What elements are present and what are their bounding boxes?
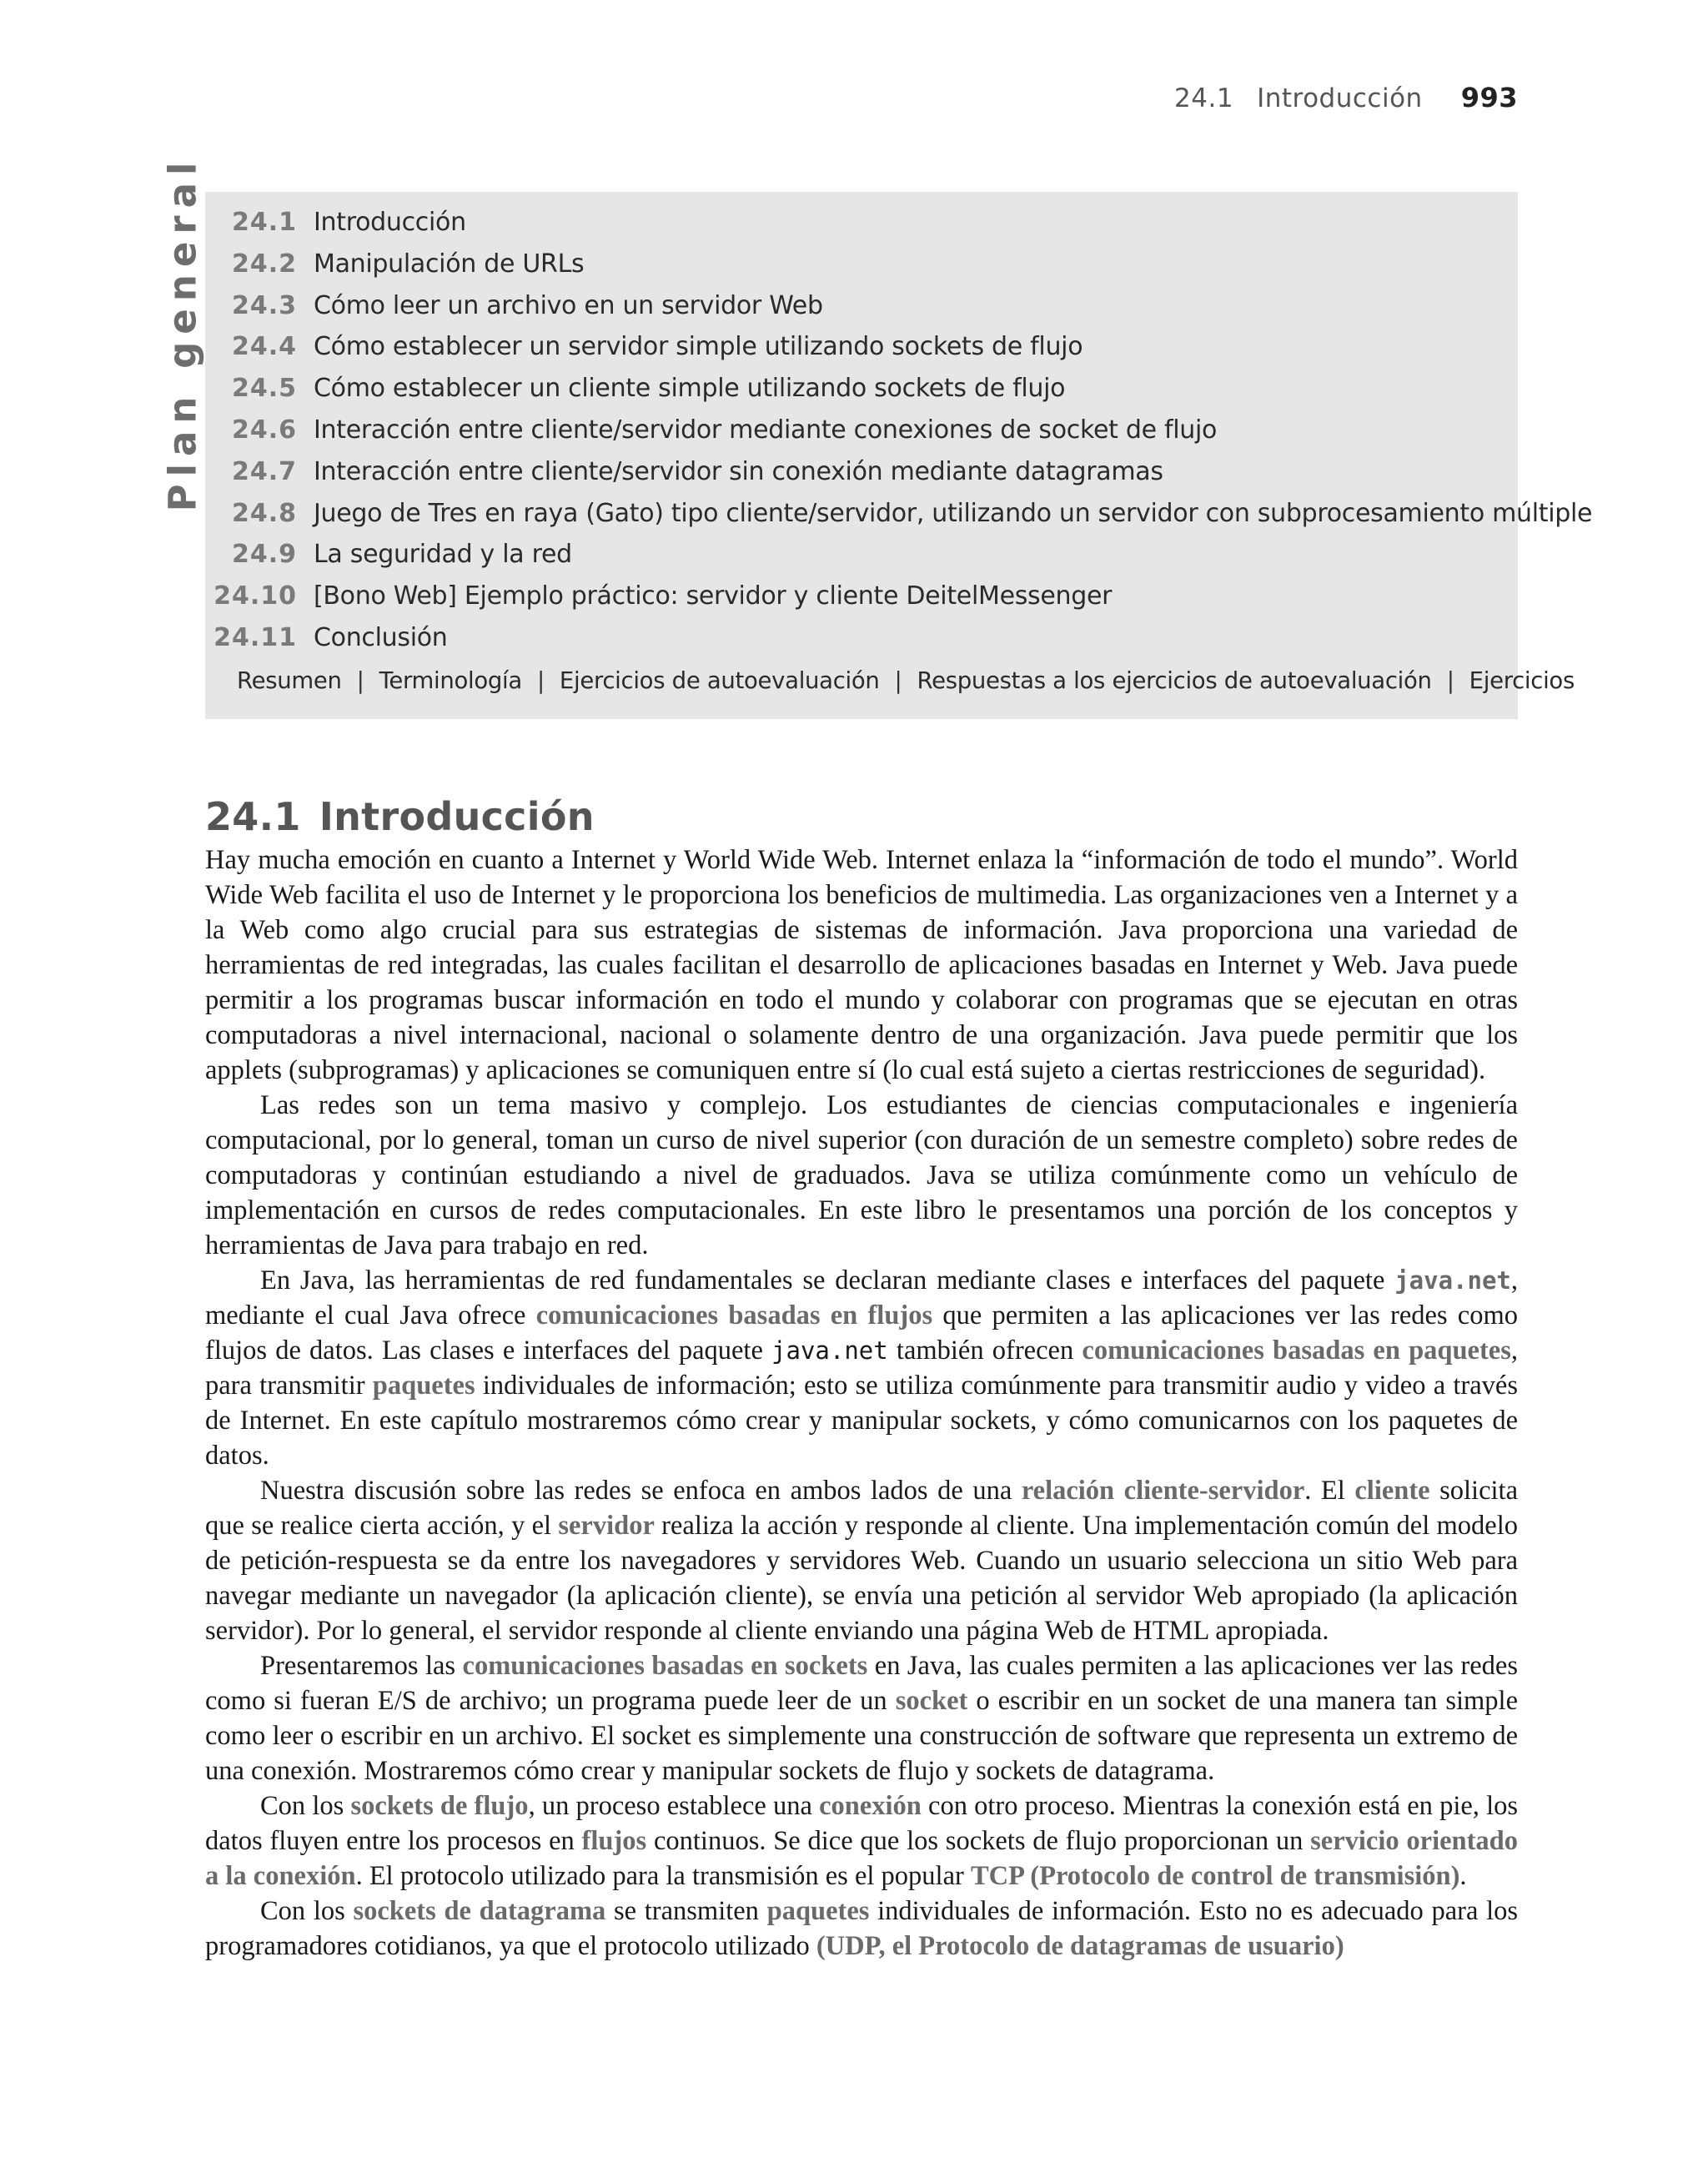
paragraph bbox=[205, 1473, 1518, 1648]
key-term: servicio orientado a la conexión bbox=[205, 1826, 1519, 1891]
key-term: servidor bbox=[558, 1511, 655, 1541]
key-term: flujos bbox=[581, 1826, 647, 1856]
paragraph bbox=[205, 843, 1518, 1088]
text-run: Las redes son un tema masivo y complejo. Los estudiantes de ciencias computacionales e ingeniería computacional, por lo general, toman un curso de nivel superior (con duración de un semestre completo) sobre redes de computadoras y continúan estudiando a nivel de graduados. Java se utiliza comúnmente como un vehículo de implementación en cursos de redes computacionales. En este libro le presentamos una porción de los conceptos y herramientas de Java para trabajo en red. bbox=[205, 1090, 1518, 1260]
text-run: Con los bbox=[260, 1791, 351, 1821]
text-run: que permiten a las aplicaciones ver las redes como flujos de datos. Las clases e interfaces del paquete bbox=[205, 1300, 1518, 1366]
key-term: comunicaciones basadas en flujos bbox=[535, 1300, 933, 1330]
outline-footer-item: Ejercicios bbox=[1469, 666, 1575, 694]
page-number: 993 bbox=[1460, 82, 1518, 113]
outline-item-number: 24.3 bbox=[231, 290, 297, 320]
text-run: Con los bbox=[260, 1896, 354, 1926]
outline-item bbox=[205, 617, 1518, 659]
outline-item bbox=[205, 493, 1593, 535]
outline-item-title: Conclusión bbox=[314, 622, 448, 652]
chapter-outline bbox=[205, 192, 1593, 719]
outline-item bbox=[205, 202, 1518, 244]
section-number: 24.1 bbox=[205, 794, 301, 839]
text-run: individuales de información. Esto no es adecuado para los programadores cotidianos, ya que el protocolo utilizado bbox=[205, 1896, 1518, 1961]
header-section-number: 24.1 bbox=[1174, 83, 1234, 113]
outline-footer-separator: | bbox=[894, 666, 902, 694]
outline-item-number: 24.9 bbox=[231, 540, 297, 570]
outline-item-number: 24.1 bbox=[231, 208, 297, 237]
outline-item bbox=[205, 244, 1518, 285]
text-run: continuos. Se dice que los sockets de flujo proporcionan un bbox=[646, 1826, 1311, 1856]
outline-item-number: 24.6 bbox=[231, 415, 297, 445]
section-title: Introducción bbox=[319, 794, 595, 839]
paragraph bbox=[205, 1088, 1518, 1263]
text-run: , para transmitir bbox=[205, 1335, 1518, 1401]
code-term: java.net bbox=[771, 1336, 888, 1365]
outline-item-number: 24.8 bbox=[231, 498, 297, 528]
text-run: Hay mucha emoción en cuanto a Internet y World Wide Web. Internet enlaza la “información de todo el mundo”. World Wide Web facilita el uso de Internet y le proporciona los beneficios de multimedia. Las organizaciones ven a Internet y a la Web como algo crucial para sus estrategias de sistemas de información. Java proporciona una variedad de herramientas de red integradas, las cuales facilitan el desarrollo de aplicaciones basadas en Internet y Web. Java puede permitir a los programas buscar información en todo el mundo y colaborar con programas que se ejecutan en otras computadoras a nivel internacional, nacional o solamente dentro de una organización. Java puede permitir que los applets (subprogramas) y aplicaciones se comuniquen entre sí (lo cual está sujeto a ciertas restricciones de seguridad). bbox=[205, 845, 1518, 1085]
text-run: se transmiten bbox=[605, 1896, 767, 1926]
code-term: java.net bbox=[1394, 1266, 1511, 1295]
text-run: individuales de información; esto se utiliza comúnmente para transmitir audio y video a través de Internet. En este capítulo mostraremos cómo crear y manipular sockets, y cómo comunicarnos con los paquetes de datos. bbox=[205, 1371, 1518, 1471]
text-run: o escribir en un socket de una manera tan simple como leer o escribir en un archivo. El socket es simplemente una construcción de software que representa un extremo de una conexión. Mostraremos cómo crear y manipular sockets de flujo y sockets de datagrama. bbox=[205, 1686, 1518, 1786]
outline-item bbox=[205, 326, 1518, 368]
key-term: paquetes bbox=[372, 1371, 475, 1401]
body-text bbox=[205, 843, 1518, 1964]
text-run: realiza la acción y responde al cliente. Una implementación común del modelo de petición-respuesta se da entre los navegadores y servidores Web. Cuando un usuario selecciona un sitio Web para navegar mediante un navegador (la aplicación cliente), se envía una petición al servidor Web apropiado (la aplicación servidor). Por lo general, el servidor responde al cliente enviando una página Web de HTML apropiada. bbox=[205, 1511, 1519, 1646]
text-run: , mediante el cual Java ofrece bbox=[205, 1265, 1518, 1330]
key-term: conexión bbox=[819, 1791, 922, 1821]
text-run: solicita que se realice cierta acción, y el bbox=[205, 1476, 1518, 1541]
outline-item-title: Introducción bbox=[314, 208, 466, 237]
text-run: En Java, las herramientas de red fundamentales se declaran mediante clases e interfaces del paquete bbox=[260, 1265, 1395, 1295]
key-term: paquetes bbox=[766, 1896, 870, 1926]
outline-item-number: 24.5 bbox=[231, 374, 297, 404]
text-run: . El protocolo utilizado para la transmisión es el popular bbox=[355, 1861, 971, 1891]
outline-item bbox=[205, 285, 1518, 327]
paragraph bbox=[205, 1788, 1518, 1894]
outline-item-title: Cómo leer un archivo en un servidor Web bbox=[314, 290, 823, 320]
outline-item-title: Interacción entre cliente/servidor mediante conexiones de socket de flujo bbox=[314, 415, 1218, 445]
text-run: Presentaremos las bbox=[260, 1651, 463, 1681]
key-term: TCP (Protocolo de control de transmisión) bbox=[970, 1861, 1460, 1891]
section-heading bbox=[205, 794, 595, 839]
outline-side-title-text: Plan general bbox=[160, 154, 205, 511]
outline-footer-item: Respuestas a los ejercicios de autoevaluación bbox=[917, 666, 1432, 694]
paragraph bbox=[205, 1894, 1518, 1964]
outline-footer-separator: | bbox=[1446, 666, 1454, 694]
outline-list bbox=[205, 202, 1593, 659]
outline-item-title: Manipulación de URLs bbox=[314, 249, 585, 279]
paragraph bbox=[205, 1263, 1518, 1473]
outline-item-number: 24.11 bbox=[214, 622, 297, 652]
text-run: con otro proceso. Mientras la conexión está en pie, los datos fluyen entre los procesos en bbox=[205, 1791, 1519, 1856]
key-term: (UDP, el Protocolo de datagramas de usuario) bbox=[816, 1931, 1344, 1961]
header-section-title: Introducción bbox=[1257, 83, 1423, 113]
outline-item-number: 24.2 bbox=[231, 249, 297, 279]
text-run: también ofrecen bbox=[887, 1335, 1083, 1366]
key-term: relación cliente-servidor bbox=[1021, 1476, 1305, 1506]
key-term: comunicaciones basadas en sockets bbox=[462, 1651, 868, 1681]
outline-item bbox=[205, 576, 1518, 617]
outline-item bbox=[205, 410, 1518, 451]
outline-item bbox=[205, 451, 1518, 493]
outline-footer-item: Ejercicios de autoevaluación bbox=[559, 666, 880, 694]
outline-item-number: 24.10 bbox=[214, 581, 297, 611]
outline-item-title: Juego de Tres en raya (Gato) tipo cliente/servidor, utilizando un servidor con subprocesamiento múltiple bbox=[314, 498, 1593, 528]
outline-item-title: Interacción entre cliente/servidor sin conexión mediante datagramas bbox=[314, 456, 1163, 486]
running-header bbox=[1174, 82, 1518, 113]
outline-footer-item: Terminología bbox=[379, 666, 522, 694]
text-run: Nuestra discusión sobre las redes se enfoca en ambos lados de una bbox=[260, 1476, 1022, 1506]
outline-footer-separator: | bbox=[356, 666, 364, 694]
outline-footer bbox=[205, 666, 1575, 694]
outline-item-title: Cómo establecer un cliente simple utilizando sockets de flujo bbox=[314, 374, 1066, 404]
outline-item-title: Cómo establecer un servidor simple utilizando sockets de flujo bbox=[314, 332, 1083, 362]
key-term: sockets de flujo bbox=[350, 1791, 529, 1821]
outline-item-number: 24.7 bbox=[231, 456, 297, 486]
text-run: , un proceso establece una bbox=[528, 1791, 820, 1821]
outline-footer-separator: | bbox=[536, 666, 545, 694]
key-term: cliente bbox=[1354, 1476, 1430, 1506]
outline-footer-item: Resumen bbox=[237, 666, 342, 694]
outline-item-title: [Bono Web] Ejemplo práctico: servidor y cliente DeitelMessenger bbox=[314, 581, 1113, 611]
text-run: . bbox=[1459, 1861, 1467, 1891]
key-term: socket bbox=[895, 1686, 968, 1716]
outline-item bbox=[205, 368, 1518, 410]
text-run: en Java, las cuales permiten a las aplicaciones ver las redes como si fueran E/S de archivo; un programa puede leer de un bbox=[205, 1651, 1518, 1716]
outline-item-title: La seguridad y la red bbox=[314, 540, 572, 570]
text-run: . El bbox=[1304, 1476, 1355, 1506]
paragraph bbox=[205, 1648, 1518, 1788]
key-term: sockets de datagrama bbox=[353, 1896, 606, 1926]
key-term: comunicaciones basadas en paquetes bbox=[1082, 1335, 1511, 1366]
outline-item-number: 24.4 bbox=[231, 332, 297, 362]
outline-item bbox=[205, 534, 1518, 576]
